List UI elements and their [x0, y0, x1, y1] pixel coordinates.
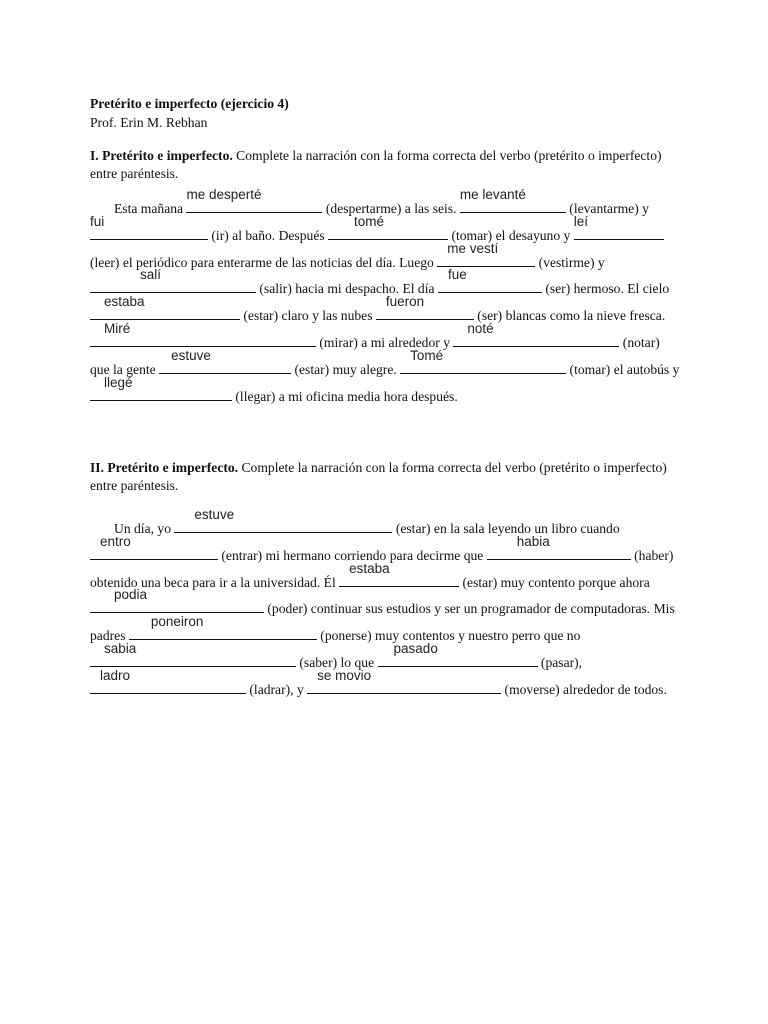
answer-blank[interactable]: [378, 640, 538, 667]
answer-blank[interactable]: [438, 267, 542, 293]
narration-text: (llegar) a mi oficina media hora después.: [232, 388, 458, 404]
author-line: Prof. Erin M. Rebhan: [90, 115, 208, 130]
narration-text: Esta mañana: [114, 201, 187, 216]
narration-text: (salir) hacia mi despacho. El día: [256, 281, 438, 297]
answer-blank[interactable]: [90, 587, 264, 613]
narration-text: (despertarme) a las seis.: [322, 201, 460, 216]
narration-text: (ir) al baño. Después: [208, 227, 329, 243]
answer-blank[interactable]: [339, 560, 459, 587]
answer-text: me levanté: [459, 187, 526, 202]
narration-text: (pasar),: [537, 654, 583, 670]
answer-text: habia: [516, 533, 550, 549]
answer-text: fueron: [385, 294, 425, 310]
answer-text: Miré: [104, 320, 131, 336]
narration-text: (ser) hermoso. El cielo: [541, 281, 670, 297]
answer-blank[interactable]: [90, 294, 240, 320]
answer-blank[interactable]: [90, 213, 208, 240]
answer-blank[interactable]: [459, 187, 566, 213]
answer-text: entro: [100, 533, 131, 549]
section-2-instruction-text: Complete la narración con la forma correcta del verbo (pretérito o imperfecto) entre paréntesis.: [90, 460, 667, 493]
answer-blank[interactable]: [328, 213, 448, 240]
section-2-narration: [90, 507, 680, 704]
narration-text: (mirar) a mi alrededor y: [316, 334, 454, 350]
narration-text: (haber) obtenido una beca para ir a la universidad. Él: [90, 547, 674, 590]
answer-text: estuve: [194, 507, 235, 522]
section-2-instructions: [90, 459, 680, 495]
narration-text: (estar) muy contento porque ahora: [459, 574, 650, 590]
answer-text: Tomé: [410, 347, 444, 363]
answer-text: estaba: [349, 560, 390, 576]
narration-text: (ponerse) muy contentos y nuestro perro que no: [316, 628, 581, 644]
answer-text: podia: [114, 587, 148, 603]
narration-text: (tomar) el desayuno y: [448, 227, 574, 243]
answer-text: me vestí: [447, 240, 499, 256]
narration-text: Un día, yo: [114, 521, 175, 536]
answer-blank[interactable]: [90, 533, 218, 560]
answer-text: poneiron: [150, 614, 204, 630]
document-title: Pretérito e imperfecto (ejercicio 4): [90, 96, 289, 111]
section-1-instructions: [90, 147, 680, 183]
answer-blank[interactable]: [186, 187, 322, 213]
answer-text: pasado: [393, 640, 438, 656]
narration-text: (moverse) alrededor de todos.: [501, 681, 667, 697]
answer-blank[interactable]: [573, 213, 664, 240]
answer-blank[interactable]: [129, 614, 317, 640]
section-2-heading: II. Pretérito e imperfecto.: [90, 460, 239, 475]
narration-text: (estar) muy alegre.: [291, 361, 401, 377]
narration-text: (levantarme) y: [565, 201, 649, 216]
answer-blank[interactable]: [376, 294, 474, 320]
answer-blank[interactable]: [90, 640, 296, 667]
answer-blank[interactable]: [90, 267, 256, 293]
answer-text: leí: [573, 213, 589, 229]
answer-text: estaba: [104, 294, 145, 310]
answer-text: tomé: [354, 213, 385, 229]
narration-text: (saber) lo que: [296, 654, 378, 670]
narration-text: (poder) continuar sus estudios y ser un programador de computadoras. Mis padres: [90, 601, 675, 644]
section-1-narration: [90, 187, 680, 410]
answer-blank[interactable]: [400, 347, 566, 374]
narration-text: (vestirme) y: [535, 254, 605, 270]
narration-text: (tomar) el autobús y: [566, 361, 680, 377]
answer-text: se movio: [317, 667, 372, 683]
narration-text: (ser) blancas como la nieve fresca.: [473, 308, 666, 324]
answer-blank[interactable]: [437, 240, 535, 267]
document-header: [90, 94, 289, 132]
answer-text: salí: [140, 267, 162, 283]
answer-text: fue: [447, 267, 467, 283]
answer-blank[interactable]: [174, 507, 392, 533]
section-1-instruction-text: Complete la narración con la forma correcta del verbo (pretérito o imperfecto) entre paréntesis.: [90, 148, 662, 181]
answer-blank[interactable]: [90, 374, 232, 401]
narration-text: (notar) que la gente: [90, 334, 660, 377]
answer-text: fui: [90, 213, 105, 229]
narration-text: (entrar) mi hermano corriendo para decirme que: [218, 547, 487, 563]
answer-text: noté: [467, 320, 494, 336]
answer-text: sabia: [104, 640, 137, 656]
narration-text: (leer) el periódico para enterarme de las noticias del día. Luego: [90, 254, 438, 270]
answer-blank[interactable]: [307, 667, 501, 694]
answer-blank[interactable]: [90, 320, 316, 347]
section-1-heading: I. Pretérito e imperfecto.: [90, 148, 233, 163]
answer-blank[interactable]: [487, 533, 631, 560]
answer-text: ladro: [100, 667, 131, 683]
narration-text: (estar) claro y las nubes: [240, 308, 376, 324]
answer-text: llegé: [104, 374, 133, 390]
narration-text: (ladrar), y: [246, 681, 308, 697]
answer-blank[interactable]: [453, 320, 619, 347]
answer-text: me desperté: [186, 187, 262, 202]
answer-blank[interactable]: [90, 667, 246, 694]
narration-text: (estar) en la sala leyendo un libro cuando: [392, 521, 620, 536]
answer-blank[interactable]: [159, 347, 291, 374]
answer-text: estuve: [171, 347, 211, 363]
